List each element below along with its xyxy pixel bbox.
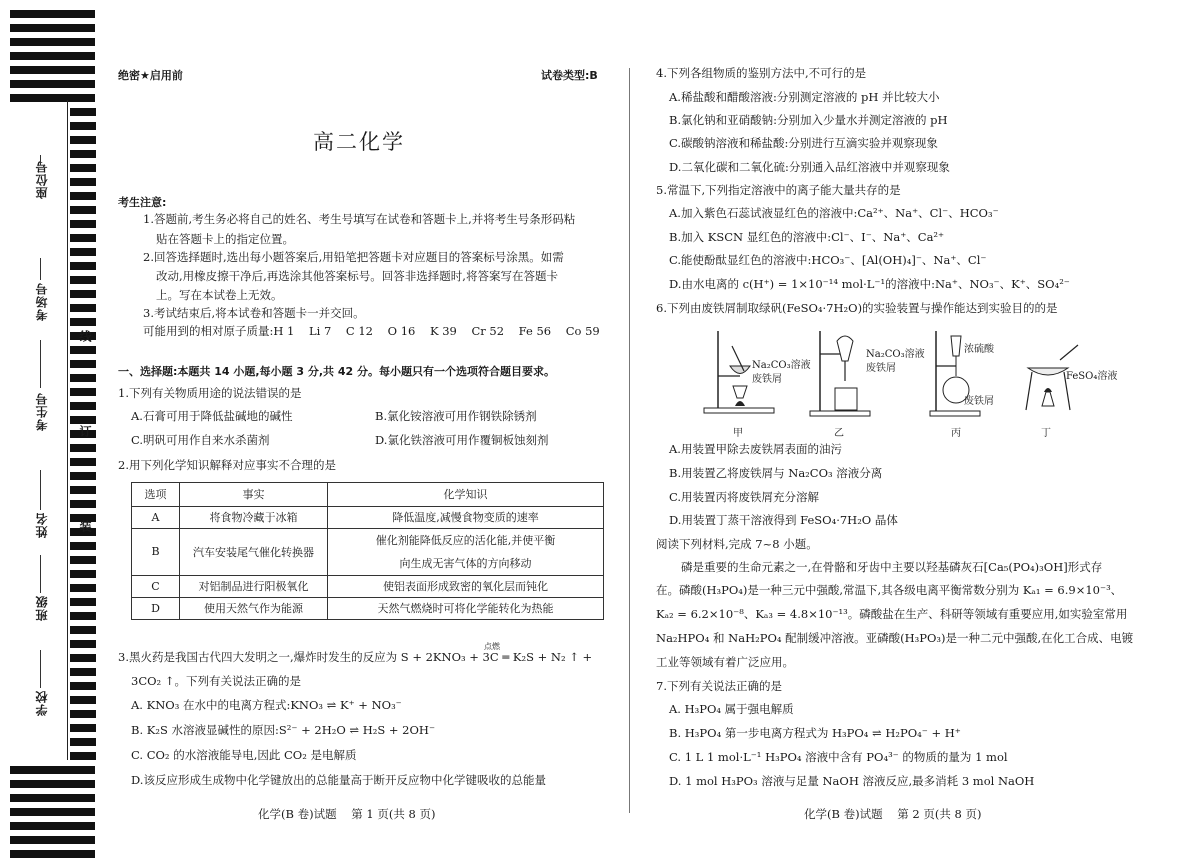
binding-stripe bbox=[70, 500, 96, 508]
q7-option-a[interactable]: A. H₃PO₄ 属于强电解质 bbox=[669, 702, 794, 716]
q2-stem: 2.用下列化学知识解释对应事实不合理的是 bbox=[118, 458, 336, 472]
binding-stripe bbox=[10, 10, 95, 18]
binding-stripe bbox=[70, 164, 96, 172]
q3-option-a[interactable]: A. KNO₃ 在水中的电离方程式:KNO₃ ⇌ K⁺ + NO₃⁻ bbox=[131, 698, 402, 712]
secret-mark: 绝密★启用前 bbox=[118, 69, 183, 82]
binding-stripe bbox=[10, 836, 95, 844]
binding-stripe bbox=[70, 486, 96, 494]
binding-char-ding: 订 bbox=[78, 425, 92, 437]
paper-type: 试卷类型:B bbox=[541, 69, 598, 82]
note-line: 1.答题前,考生务必将自己的姓名、考生号填写在试卷和答题卡上,并将考生号条形码粘 bbox=[143, 212, 576, 226]
table-header: 事实 bbox=[180, 483, 328, 507]
q2-table bbox=[131, 482, 604, 620]
exam-no-label: 考生号 bbox=[35, 392, 49, 431]
q6-option-d[interactable]: D.用装置丁蒸干溶液得到 FeSO₄·7H₂O 晶体 bbox=[669, 513, 898, 527]
binding-stripe bbox=[10, 38, 95, 46]
q7-option-d[interactable]: D. 1 mol H₃PO₃ 溶液与足量 NaOH 溶液反应,最多消耗 3 mol NaOH bbox=[669, 774, 1035, 788]
atomic-masses: 可能用到的相对原子质量:H 1 Li 7 C 12 O 16 K 39 Cr 52 Fe 56 Co 59 bbox=[143, 324, 600, 338]
binding-stripe bbox=[70, 234, 96, 242]
exam-no-blank[interactable] bbox=[40, 340, 41, 388]
apparatus-label: 浓硫酸 bbox=[964, 344, 994, 355]
reading-line: Kₐ₂ = 6.2×10⁻⁸、Kₐ₃ = 4.8×10⁻¹³。磷酸盐在生产、科研等领域有重要应用,如实验室常用 bbox=[656, 607, 1128, 621]
apparatus-name: 丁 bbox=[1041, 428, 1051, 439]
table-cell-line: 向生成无害气体的方向移动 bbox=[399, 557, 532, 570]
binding-stripe bbox=[70, 472, 96, 480]
binding-stripe bbox=[10, 850, 95, 858]
reading-intro: 阅读下列材料,完成 7~8 小题。 bbox=[656, 537, 818, 551]
reading-line: 磷是重要的生命元素之一,在骨骼和牙齿中主要以羟基磷灰石[Ca₅(PO₄)₃OH]形式存 bbox=[681, 560, 1103, 574]
q7-option-b[interactable]: B. H₃PO₄ 第一步电离方程式为 H₃PO₄ ⇌ H₂PO₄⁻ + H⁺ bbox=[669, 726, 961, 740]
binding-stripe bbox=[70, 584, 96, 592]
q4-option-d[interactable]: D.二氧化碳和二氧化硫:分别通入品红溶液中并观察现象 bbox=[669, 160, 950, 174]
page-divider bbox=[629, 68, 630, 813]
binding-stripe bbox=[10, 766, 95, 774]
binding-stripe bbox=[70, 374, 96, 382]
apparatus-label: 废铁屑 bbox=[752, 374, 782, 385]
binding-cut-line bbox=[67, 100, 68, 760]
q3-option-c[interactable]: C. CO₂ 的水溶液能导电,因此 CO₂ 是电解质 bbox=[131, 748, 357, 762]
binding-stripe bbox=[70, 360, 96, 368]
q1-option-d[interactable]: D.氯化铁溶液可用作覆铜板蚀刻剂 bbox=[375, 433, 549, 447]
binding-stripe bbox=[70, 696, 96, 704]
binding-stripe bbox=[70, 682, 96, 690]
binding-stripe bbox=[10, 80, 95, 88]
room-blank[interactable] bbox=[40, 258, 41, 280]
q5-option-b[interactable]: B.加入 KSCN 显红色的溶液中:Cl⁻、I⁻、Na⁺、Ca²⁺ bbox=[669, 230, 945, 244]
table-row bbox=[132, 598, 604, 620]
apparatus-name: 乙 bbox=[834, 428, 844, 439]
binding-stripe bbox=[70, 752, 96, 760]
binding-stripe bbox=[70, 304, 96, 312]
binding-stripe bbox=[70, 556, 96, 564]
table-cell-line: 催化剂能降低反应的活化能,并使平衡 bbox=[375, 534, 556, 547]
class-blank[interactable] bbox=[40, 555, 41, 593]
reading-line: 在。磷酸(H₃PO₄)是一种三元中强酸,常温下,其各级电离平衡常数分别为 Kₐ₁ = 6.9×10⁻³、 bbox=[656, 583, 1123, 597]
binding-stripe bbox=[70, 668, 96, 676]
binding-stripe bbox=[70, 570, 96, 578]
binding-stripe bbox=[70, 612, 96, 620]
q1-stem: 1.下列有关物质用途的说法错误的是 bbox=[118, 386, 302, 400]
binding-char-zhuang: 装 bbox=[78, 520, 92, 532]
binding-stripe bbox=[10, 94, 95, 102]
seat-blank[interactable] bbox=[40, 155, 41, 165]
binding-stripe bbox=[70, 598, 96, 606]
table-cell: 天然气燃烧时可将化学能转化为热能 bbox=[328, 598, 604, 620]
table-cell: D bbox=[132, 598, 180, 620]
binding-stripe bbox=[10, 780, 95, 788]
apparatus-label: FeSO₄溶液 bbox=[1066, 371, 1118, 382]
binding-stripe bbox=[10, 24, 95, 32]
binding-stripe bbox=[10, 66, 95, 74]
q4-stem: 4.下列各组物质的鉴别方法中,不可行的是 bbox=[656, 66, 867, 80]
apparatus-label: 废铁屑 bbox=[866, 363, 896, 374]
binding-stripe bbox=[70, 346, 96, 354]
table-header: 选项 bbox=[132, 483, 180, 507]
binding-stripe bbox=[10, 822, 95, 830]
q6-option-c[interactable]: C.用装置丙将废铁屑充分溶解 bbox=[669, 490, 820, 504]
school-label: 学校 bbox=[35, 690, 49, 716]
note-line: 贴在答题卡上的指定位置。 bbox=[156, 232, 294, 246]
binding-stripe bbox=[70, 458, 96, 466]
apparatus-label: Na₂CO₃溶液 bbox=[866, 349, 925, 360]
binding-stripe bbox=[70, 150, 96, 158]
page-title: 高二化学 bbox=[313, 130, 405, 154]
binding-stripe bbox=[70, 388, 96, 396]
school-blank[interactable] bbox=[40, 650, 41, 688]
q7-stem: 7.下列有关说法正确的是 bbox=[656, 679, 782, 693]
table-cell: B bbox=[132, 529, 180, 576]
binding-stripe bbox=[70, 178, 96, 186]
name-blank[interactable] bbox=[40, 470, 41, 510]
binding-stripe bbox=[70, 290, 96, 298]
class-label: 班级 bbox=[35, 595, 49, 621]
binding-stripe bbox=[70, 248, 96, 256]
binding-stripe bbox=[70, 220, 96, 228]
apparatus-name: 甲 bbox=[733, 428, 743, 439]
q6-option-b[interactable]: B.用装置乙将废铁屑与 Na₂CO₃ 溶液分离 bbox=[669, 466, 883, 480]
q3-stem-line2: 3CO₂ ↑。下列有关说法正确的是 bbox=[131, 674, 301, 688]
table-header: 化学知识 bbox=[328, 483, 604, 507]
table-cell: 使用天然气作为能源 bbox=[180, 598, 328, 620]
q1-option-a[interactable]: A.石膏可用于降低盐碱地的碱性 bbox=[131, 409, 293, 423]
seat-label: 座位号 bbox=[35, 160, 49, 199]
q4-option-b[interactable]: B.氯化钠和亚硝酸钠:分别加入少量水并测定溶液的 pH bbox=[669, 113, 948, 127]
table-row bbox=[132, 507, 604, 529]
note-line: 改动,用橡皮擦干净后,再选涂其他答案标号。回答非选择题时,将答案写在答题卡 bbox=[156, 269, 558, 283]
table-row bbox=[132, 576, 604, 598]
q3-condition: 点燃 bbox=[484, 642, 500, 651]
q5-option-c[interactable]: C.能使酚酞显红色的溶液中:HCO₃⁻、[Al(OH)₄]⁻、Na⁺、Cl⁻ bbox=[669, 253, 987, 267]
q1-option-c[interactable]: C.明矾可用作自来水杀菌剂 bbox=[131, 433, 270, 447]
binding-char-xian: 线 bbox=[78, 330, 92, 342]
notes-heading: 考生注意: bbox=[118, 196, 167, 209]
binding-stripe bbox=[70, 710, 96, 718]
q5-option-d[interactable]: D.由水电离的 c(H⁺) = 1×10⁻¹⁴ mol·L⁻¹的溶液中:Na⁺、NO₃⁻、K⁺、SO₄²⁻ bbox=[669, 277, 1070, 291]
note-line: 3.考试结束后,将本试卷和答题卡一并交回。 bbox=[143, 306, 365, 320]
table-cell bbox=[328, 529, 604, 576]
apparatus-name: 丙 bbox=[951, 428, 961, 439]
binding-stripe bbox=[70, 192, 96, 200]
apparatus-yi bbox=[805, 326, 875, 421]
binding-stripe bbox=[70, 122, 96, 130]
q5-stem: 5.常温下,下列指定溶液中的离子能大量共存的是 bbox=[656, 183, 901, 197]
table-cell: 使铝表面形成致密的氧化层而钝化 bbox=[328, 576, 604, 598]
q3-option-b[interactable]: B. K₂S 水溶液显碱性的原因:S²⁻ + 2H₂O ⇌ H₂S + 2OH⁻ bbox=[131, 723, 436, 737]
binding-stripe bbox=[70, 276, 96, 284]
q4-option-c[interactable]: C.碳酸钠溶液和稀盐酸:分别进行互滴实验并观察现象 bbox=[669, 136, 938, 150]
room-label: 考场号 bbox=[35, 282, 49, 321]
binding-stripe bbox=[70, 626, 96, 634]
binding-stripe bbox=[70, 640, 96, 648]
binding-stripe bbox=[10, 794, 95, 802]
table-cell: 将食物冷藏于冰箱 bbox=[180, 507, 328, 529]
binding-stripe bbox=[10, 52, 95, 60]
binding-stripe bbox=[70, 416, 96, 424]
binding-stripe bbox=[70, 206, 96, 214]
binding-stripe bbox=[70, 654, 96, 662]
table-cell: C bbox=[132, 576, 180, 598]
binding-stripe bbox=[70, 444, 96, 452]
table-cell: 对铝制品进行阳极氧化 bbox=[180, 576, 328, 598]
footer-page2: 化学(B 卷)试题 第 2 页(共 8 页) bbox=[804, 807, 982, 821]
q3-stem-line1: 3.黑火药是我国古代四大发明之一,爆炸时发生的反应为 S + 2KNO₃ + 3C ═ K₂S + N₂ ↑ + bbox=[118, 650, 593, 664]
table-cell: 降低温度,减慢食物变质的速率 bbox=[328, 507, 604, 529]
footer-page1: 化学(B 卷)试题 第 1 页(共 8 页) bbox=[258, 807, 436, 821]
table-cell: A bbox=[132, 507, 180, 529]
table-header-row bbox=[132, 483, 604, 507]
binding-stripe bbox=[10, 808, 95, 816]
apparatus-label: 废铁屑 bbox=[964, 396, 994, 407]
table-cell: 汽车安装尾气催化转换器 bbox=[180, 529, 328, 576]
note-line: 上。写在本试卷上无效。 bbox=[156, 288, 283, 302]
binding-stripe bbox=[70, 724, 96, 732]
reading-line: 工业等领域有着广泛应用。 bbox=[656, 655, 794, 669]
name-label: 姓名 bbox=[35, 512, 49, 538]
binding-stripe bbox=[70, 108, 96, 116]
binding-stripe bbox=[70, 318, 96, 326]
q3-option-d[interactable]: D.该反应形成生成物中化学键放出的总能量高于断开反应物中化学键吸收的总能量 bbox=[131, 773, 546, 787]
q7-option-c[interactable]: C. 1 L 1 mol·L⁻¹ H₃PO₄ 溶液中含有 PO₄³⁻ 的物质的量为 1 mol bbox=[669, 750, 1008, 764]
binding-stripe bbox=[70, 136, 96, 144]
note-line: 2.回答选择题时,选出每小题答案后,用铅笔把答题卡对应题目的答案标号涂黑。如需 bbox=[143, 250, 564, 264]
apparatus-label: Na₂CO₃溶液 bbox=[752, 360, 811, 371]
section-heading: 一、选择题:本题共 14 小题,每小题 3 分,共 42 分。每小题只有一个选项符合题目要求。 bbox=[118, 365, 556, 378]
q5-option-a[interactable]: A.加入紫色石蕊试液显红色的溶液中:Ca²⁺、Na⁺、Cl⁻、HCO₃⁻ bbox=[669, 206, 999, 220]
q6-option-a[interactable]: A.用装置甲除去废铁屑表面的油污 bbox=[669, 442, 842, 456]
table-row bbox=[132, 529, 604, 576]
binding-stripe bbox=[70, 738, 96, 746]
q4-option-a[interactable]: A.稀盐酸和醋酸溶液:分别测定溶液的 pH 并比较大小 bbox=[669, 90, 940, 104]
binding-stripe bbox=[70, 262, 96, 270]
binding-stripe bbox=[70, 542, 96, 550]
binding-stripe bbox=[70, 402, 96, 410]
reading-line: Na₂HPO₄ 和 NaH₂PO₄ 配制缓冲溶液。亚磷酸(H₃PO₃)是一种二元中强酸,在化工合成、电镀 bbox=[656, 631, 1134, 645]
q6-stem: 6.下列由废铁屑制取绿矾(FeSO₄·7H₂O)的实验装置与操作能达到实验目的的是 bbox=[656, 301, 1058, 315]
q1-option-b[interactable]: B.氯化铵溶液可用作钢铁除锈剂 bbox=[375, 409, 537, 423]
